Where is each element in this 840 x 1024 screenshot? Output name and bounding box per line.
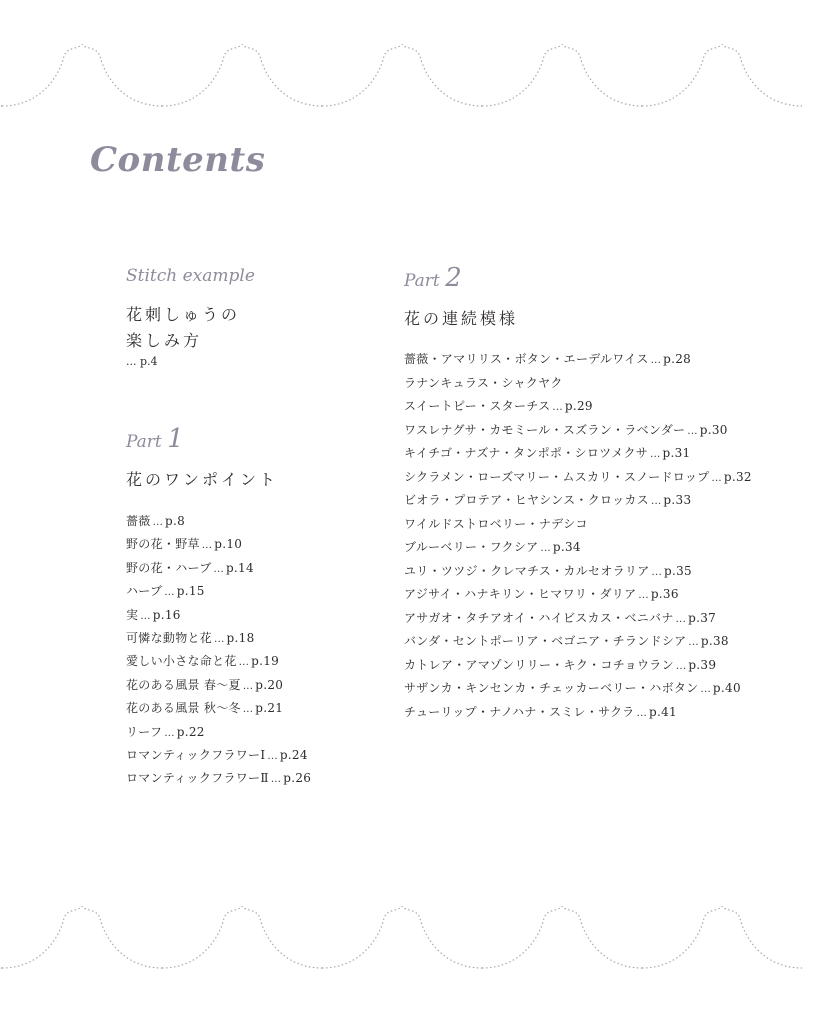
toc-entry-text: チューリップ・ナノハナ・スミレ・サクラ [404, 704, 635, 719]
scallop-arch [482, 44, 642, 106]
toc-entry [126, 721, 311, 744]
toc-entry-page: p.38 [700, 634, 729, 648]
toc-entry [404, 630, 752, 654]
toc-entry-page: p.21 [255, 701, 284, 716]
toc-entry-text: アジサイ・ハナキリン・ヒマワリ・ダリア [404, 587, 637, 601]
toc-entry [126, 557, 311, 580]
part2-toc-list [404, 348, 752, 724]
toc-entry-page: p.30 [699, 422, 728, 437]
toc-entry-leader: ... [152, 517, 164, 528]
toc-entry [404, 677, 752, 701]
scallop-arch [0, 44, 2, 106]
scallop-arch [482, 906, 642, 968]
scallop-arch [2, 906, 162, 968]
toc-entry-text: ワスレナグサ・カモミール・スズラン・ラベンダー [404, 422, 686, 437]
toc-entry [126, 627, 311, 650]
toc-entry-text: 可憐な動物と花 [126, 630, 213, 645]
toc-entry [404, 701, 752, 725]
toc-entry-leader: ... [675, 613, 687, 625]
page-title: Contents [90, 140, 266, 180]
scallop-arch [0, 906, 2, 968]
toc-entry-text: シクラメン・ローズマリー・ムスカリ・スノードロップ [404, 469, 710, 484]
toc-entry-text: バンダ・セントポーリア・ベゴニア・チランドシア [404, 634, 687, 648]
toc-entry-text: 愛しい小さな命と花 [126, 654, 237, 669]
toc-entry [126, 674, 311, 697]
toc-entry-page: p.15 [176, 584, 205, 599]
toc-entry-text: 薔薇・アマリリス・ボタン・エーデルワイス [404, 352, 649, 366]
toc-entry-leader: ... [201, 540, 213, 552]
scallop-arch [322, 44, 482, 106]
toc-entry-leader: ... [242, 680, 254, 692]
toc-entry-text: ロマンティックフラワーⅡ [126, 771, 269, 786]
toc-entry-page: p.33 [663, 493, 692, 507]
toc-entry-page: p.32 [723, 469, 752, 484]
toc-entry [126, 744, 311, 767]
stitch-example-heading-line2: 楽しみ方 [126, 331, 203, 350]
toc-entry-leader: ... [675, 660, 687, 672]
toc-entry-leader: ... [638, 590, 649, 601]
toc-entry-text: ユリ・ツツジ・クレマチス・カルセオラリア [404, 563, 650, 578]
toc-entry [126, 533, 311, 556]
toc-entry-text: 野の花・野草 [126, 537, 200, 552]
toc-entry [404, 442, 752, 466]
toc-entry-page: p.14 [225, 560, 254, 575]
part1-label [126, 424, 184, 454]
toc-entry-leader: ... [164, 727, 175, 739]
toc-entry-leader: ... [214, 633, 225, 645]
toc-entry-page: p.34 [552, 540, 581, 554]
toc-entry-text: サザンカ・キンセンカ・チェッカーベリー・ハボタン [404, 681, 699, 695]
toc-entry-text: カトレア・アマゾンリリー・キク・コチョウラン [404, 657, 674, 672]
scallop-arch [322, 906, 482, 968]
toc-entry-text: ラナンキュラス・シャクヤク [404, 375, 563, 390]
toc-entry-page: p.20 [255, 677, 284, 692]
toc-entry-text: ビオラ・プロテア・ヒヤシンス・クロッカス [404, 493, 649, 507]
toc-entry [126, 767, 311, 790]
scallop-arch [162, 44, 322, 106]
toc-entry-text: ブルーベリー・フクシア [404, 540, 539, 554]
toc-entry-leader: ... [687, 425, 698, 437]
part1-toc-list [126, 510, 311, 791]
toc-entry-page: p.35 [663, 563, 692, 578]
toc-entry-text: スイートピー・スターチス [404, 399, 551, 413]
toc-entry [404, 654, 752, 678]
toc-entry-leader: ... [238, 657, 250, 669]
toc-entry-page: p.16 [152, 607, 181, 622]
toc-entry-page: p.40 [712, 681, 741, 695]
toc-entry-leader: ... [140, 610, 151, 622]
part1-heading: 花のワンポイント [126, 470, 279, 489]
toc-entry-page: p.36 [650, 587, 679, 601]
toc-entry-leader: ... [651, 566, 662, 578]
toc-entry-page: p.31 [662, 446, 691, 460]
toc-entry [404, 536, 752, 560]
toc-entry-page: p.41 [649, 704, 677, 719]
toc-entry-text: 花のある風景 春〜夏 [126, 677, 241, 692]
toc-entry-leader: ... [650, 355, 662, 366]
toc-entry [126, 697, 311, 720]
toc-entry [126, 604, 311, 627]
toc-entry-text: ハーブ [126, 584, 163, 599]
toc-entry-page: p.8 [165, 514, 186, 528]
toc-entry-leader: ... [540, 543, 551, 554]
toc-entry [126, 650, 311, 673]
dotted-scallop-border-bottom [0, 906, 840, 976]
toc-entry-leader: ... [213, 563, 224, 575]
toc-entry-page: p.19 [251, 654, 280, 669]
part1-label-word: Part [126, 432, 162, 452]
toc-entry-page: p.10 [214, 537, 243, 552]
toc-entry-leader: ... [688, 637, 699, 648]
toc-entry-leader: ... [711, 472, 722, 484]
toc-entry [404, 560, 752, 584]
toc-entry-page: p.18 [226, 630, 255, 645]
toc-entry-leader: ... [164, 587, 175, 599]
toc-entry [404, 419, 752, 443]
scallop-arch [642, 44, 802, 106]
toc-entry-page: p.28 [663, 352, 692, 366]
toc-entry-leader: ... [650, 496, 662, 507]
toc-entry [404, 466, 752, 490]
toc-entry-text: アサガオ・タチアオイ・ハイビスカス・ベニバナ [404, 610, 674, 625]
toc-entry-leader: ... [650, 449, 661, 460]
part1-label-number: 1 [167, 424, 184, 454]
toc-entry [404, 348, 752, 372]
toc-entry-page: p.29 [564, 399, 593, 413]
toc-entry-leader: ... [270, 774, 282, 786]
dotted-scallop-border-top [0, 44, 840, 114]
toc-entry [126, 580, 311, 603]
toc-entry-text: リーフ [126, 724, 163, 739]
toc-entry-text: ロマンティックフラワーⅠ [126, 747, 266, 762]
toc-entry-text: 薔薇 [126, 514, 151, 528]
toc-entry [404, 372, 752, 396]
toc-entry-leader: ... [267, 750, 278, 762]
toc-entry [404, 395, 752, 419]
toc-entry [126, 510, 311, 533]
toc-entry-text: 野の花・ハーブ [126, 560, 212, 575]
toc-entry [404, 489, 752, 513]
toc-entry-text: 実 [126, 607, 139, 622]
toc-entry-text: ワイルドストロベリー・ナデシコ [404, 516, 588, 531]
toc-entry-leader: ... [636, 707, 648, 719]
scallop-arch [642, 906, 802, 968]
toc-entry [404, 513, 752, 537]
part2-label-number: 2 [445, 263, 462, 293]
scallop-arch [162, 906, 322, 968]
toc-entry-text: 花のある風景 秋〜冬 [126, 701, 241, 716]
toc-entry-text: キイチゴ・ナズナ・タンポポ・シロツメクサ [404, 446, 649, 460]
toc-entry-leader: ... [700, 684, 711, 695]
stitch-example-heading [126, 302, 240, 354]
toc-entry-page: p.24 [279, 747, 308, 762]
toc-entry-page: p.39 [688, 657, 717, 672]
part2-heading: 花の連続模様 [404, 309, 519, 328]
toc-entry-leader: ... [552, 402, 563, 413]
stitch-example-heading-line1: 花刺しゅうの [126, 305, 241, 324]
part2-label [404, 263, 462, 293]
part2-label-word: Part [404, 271, 440, 291]
toc-entry-leader: ... [242, 704, 254, 716]
toc-entry-page: p.26 [283, 771, 312, 786]
toc-entry [404, 583, 752, 607]
scallop-arch [2, 44, 162, 106]
toc-entry [404, 607, 752, 631]
toc-entry-page: p.37 [688, 610, 717, 625]
toc-entry-page: p.22 [176, 724, 205, 739]
stitch-example-label: Stitch example [126, 266, 255, 286]
stitch-example-page-ref: ... p.4 [126, 355, 158, 368]
